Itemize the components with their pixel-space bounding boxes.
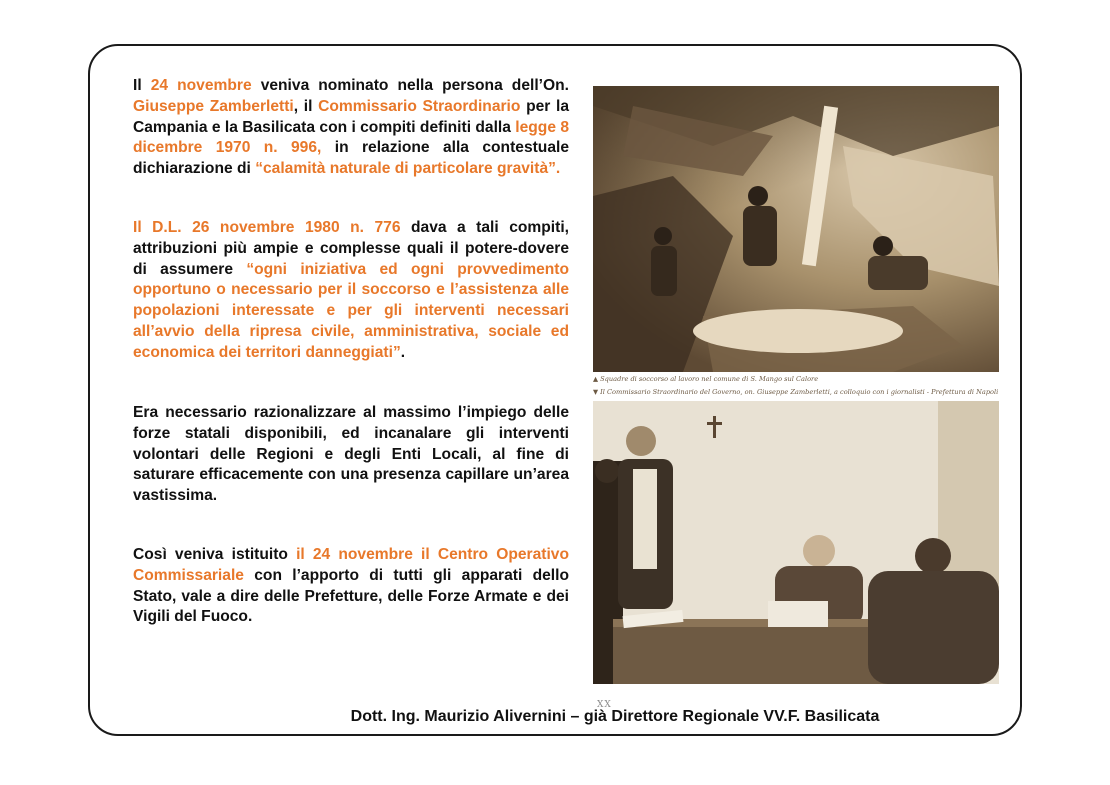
- highlight-law: legge 8 dicembre 1970 n. 996,: [133, 118, 570, 157]
- highlight-quote: “ogni iniziativa ed ogni provvedimento opportuno o necessario per il soccorso e l’assistenza alle popolazioni interessate e per gli interventi necessari all’avvio della ripresa civile, amministrativa, sociale ed economica dei territori danneggiati”: [133, 260, 569, 361]
- highlight-center: il 24 novembre il Centro Operativo Commissariale: [133, 546, 569, 584]
- text: , il: [293, 97, 319, 115]
- text: con l’apporto di tutti gli apparati dello Stato, vale a dire delle Prefetture, delle Forze Armate e dei Vigili del Fuoco.: [133, 566, 569, 626]
- text: Il: [133, 77, 151, 94]
- text: veniva nominato nella persona dell’On.: [251, 77, 569, 94]
- commissioner-photo: [593, 401, 999, 684]
- highlight-decree: Il D.L. 26 novembre 1980 n. 776: [133, 219, 401, 236]
- page-number: XX: [597, 700, 612, 710]
- text: dava a tali compiti, attribuzioni più ampie e complesse quali il potere-dovere di assumere: [133, 219, 569, 278]
- text: Così veniva istituito: [133, 546, 297, 563]
- text: in relazione alla contestuale dichiarazione di: [133, 139, 570, 178]
- rescue-photo-illustration: [593, 86, 999, 372]
- highlight-name: Giuseppe Zamberletti: [133, 97, 294, 115]
- paragraph-decree: [133, 218, 569, 364]
- commissioner-photo-illustration: [593, 401, 999, 684]
- text: per la Campania e la Basilicata con i compiti definiti dalla: [133, 97, 569, 136]
- caption-top: ▲ Squadre di soccorso al lavoro nel comune di S. Mango sul Calore: [593, 375, 819, 383]
- text: Era necessario razionalizzare al massimo l’impiego delle forze statali disponibili, ed incanalare gli interventi volontari delle Regioni e degli Enti Locali, al fine di saturare efficacemente con una presenza capillare un’area vastissima.: [133, 404, 569, 505]
- text: .: [400, 343, 406, 361]
- rescue-photo: [593, 86, 999, 372]
- paragraph-appointment: [133, 76, 569, 180]
- paragraph-rationalize: [133, 403, 569, 507]
- highlight-role: Commissario Straordinario: [318, 97, 521, 115]
- caption-bottom: ▼ Il Commissario Straordinario del Governo, on. Giuseppe Zamberletti, a colloquio con i giornalisti - Prefettura di Napoli: [593, 388, 999, 396]
- highlight-date: 24 novembre: [150, 77, 252, 94]
- paragraph-center: [133, 545, 569, 628]
- footer-author: Dott. Ing. Maurizio Alivernini – già Direttore Regionale VV.F. Basilicata: [350, 708, 880, 725]
- highlight-quote: “calamità naturale di particolare gravità”.: [255, 160, 561, 178]
